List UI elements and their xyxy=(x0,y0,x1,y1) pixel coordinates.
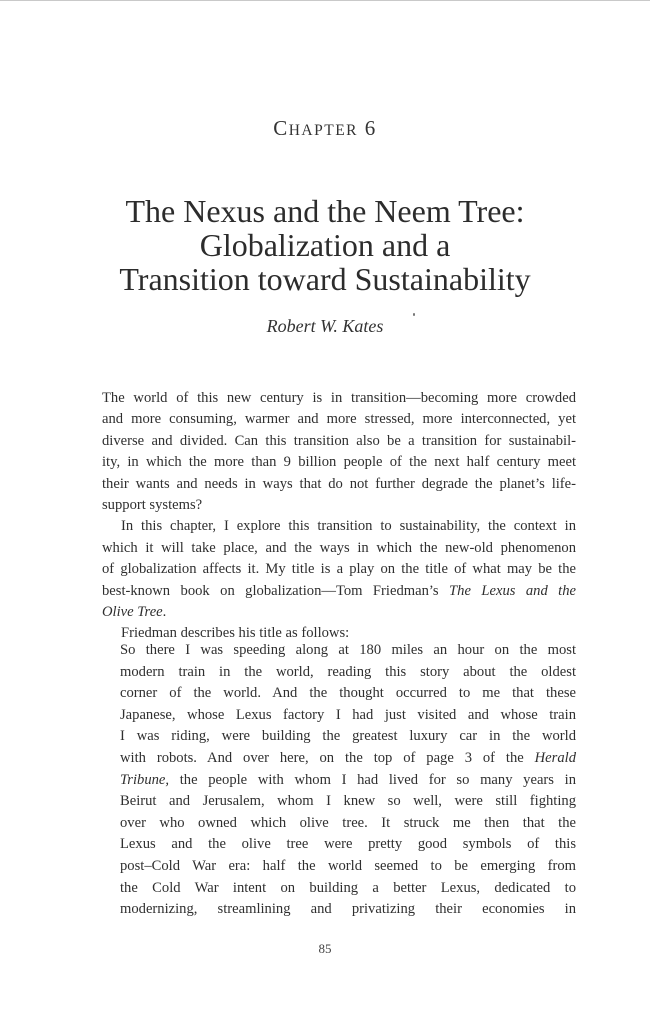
body-line: diverse and divided. Can this transition also be a transition for sustainabil- xyxy=(102,432,576,449)
quote-line: Beirut and Jerusalem, whom I knew so well, were still fighting xyxy=(120,793,576,810)
body-line: which it will take place, and the ways in which the new-old phenomenon xyxy=(102,539,576,556)
body-line: ity, in which the more than 9 billion people of the next half century meet xyxy=(102,454,576,471)
chapter-title xyxy=(60,194,590,296)
quote-line: over who owned which olive tree. It struck me then that the xyxy=(120,814,576,831)
body-line: and more consuming, warmer and more stressed, more interconnected, yet xyxy=(102,411,576,428)
book-title-continued: Olive Tree xyxy=(102,603,163,620)
quote-line: the Cold War intent on building a better Lexus, dedicated to xyxy=(120,879,576,896)
chapter-number: 6 xyxy=(364,116,377,140)
quote-line xyxy=(120,748,576,770)
page-number: 85 xyxy=(318,941,332,956)
body-line: of globalization affects it. My title is a play on the title of what may be the xyxy=(102,561,576,578)
quote-line: post–Cold War era: half the world seemed to be emerging from xyxy=(120,857,576,874)
stray-mark xyxy=(413,313,415,316)
body-line: support systems? xyxy=(102,496,203,513)
body-line xyxy=(102,581,576,602)
body-text xyxy=(102,388,576,645)
quote-line-text: the people with whom I had lived for so many years in xyxy=(169,771,576,788)
body-line: The world of this new century is in transition—becoming more crowded xyxy=(102,390,576,406)
newspaper-title-continued: Tribune, xyxy=(120,771,170,788)
chapter-title-line: The Nexus and the Neem Tree: xyxy=(125,193,525,229)
quote-line: Lexus and the olive tree were pretty good symbols of this xyxy=(120,836,576,853)
quote-line xyxy=(120,770,576,792)
chapter-label xyxy=(0,116,650,141)
block-quote xyxy=(120,640,576,921)
body-line: Friedman describes his title as follows: xyxy=(121,625,350,642)
newspaper-title: Herald xyxy=(534,749,576,766)
body-line xyxy=(102,602,576,623)
chapter-title-line: Transition toward Sustainability xyxy=(119,261,531,297)
quote-line: I was riding, were building the greatest luxury car in the world xyxy=(120,728,576,745)
quote-line: corner of the world. And the thought occurred to me that these xyxy=(120,685,576,702)
quote-line: modernizing, streamlining and privatizing their economies in xyxy=(120,901,576,918)
quote-line-text: with robots. And over here, on the top of page 3 of the xyxy=(120,749,535,766)
quote-line: So there I was speeding along at 180 miles an hour on the most xyxy=(120,642,576,658)
chapter-title-line: Globalization and a xyxy=(199,227,451,263)
chapter-label-initial: C xyxy=(273,116,289,140)
chapter-label-rest: HAPTER xyxy=(288,122,359,139)
quote-line: modern train in the world, reading this story about the oldest xyxy=(120,663,576,680)
quote-line: Japanese, whose Lexus factory I had just visited and whose train xyxy=(120,706,576,723)
book-title: The Lexus and the xyxy=(449,582,577,599)
punctuation: . xyxy=(162,603,167,620)
author-name: Robert W. Kates xyxy=(266,316,384,336)
body-line: In this chapter, I explore this transition to sustainability, the context in xyxy=(121,518,576,535)
top-rule xyxy=(0,0,650,1)
body-line: their wants and needs in ways that do not further degrade the planet’s life- xyxy=(102,475,576,492)
body-line-text: best-known book on globalization—Tom Friedman’s xyxy=(102,582,450,599)
